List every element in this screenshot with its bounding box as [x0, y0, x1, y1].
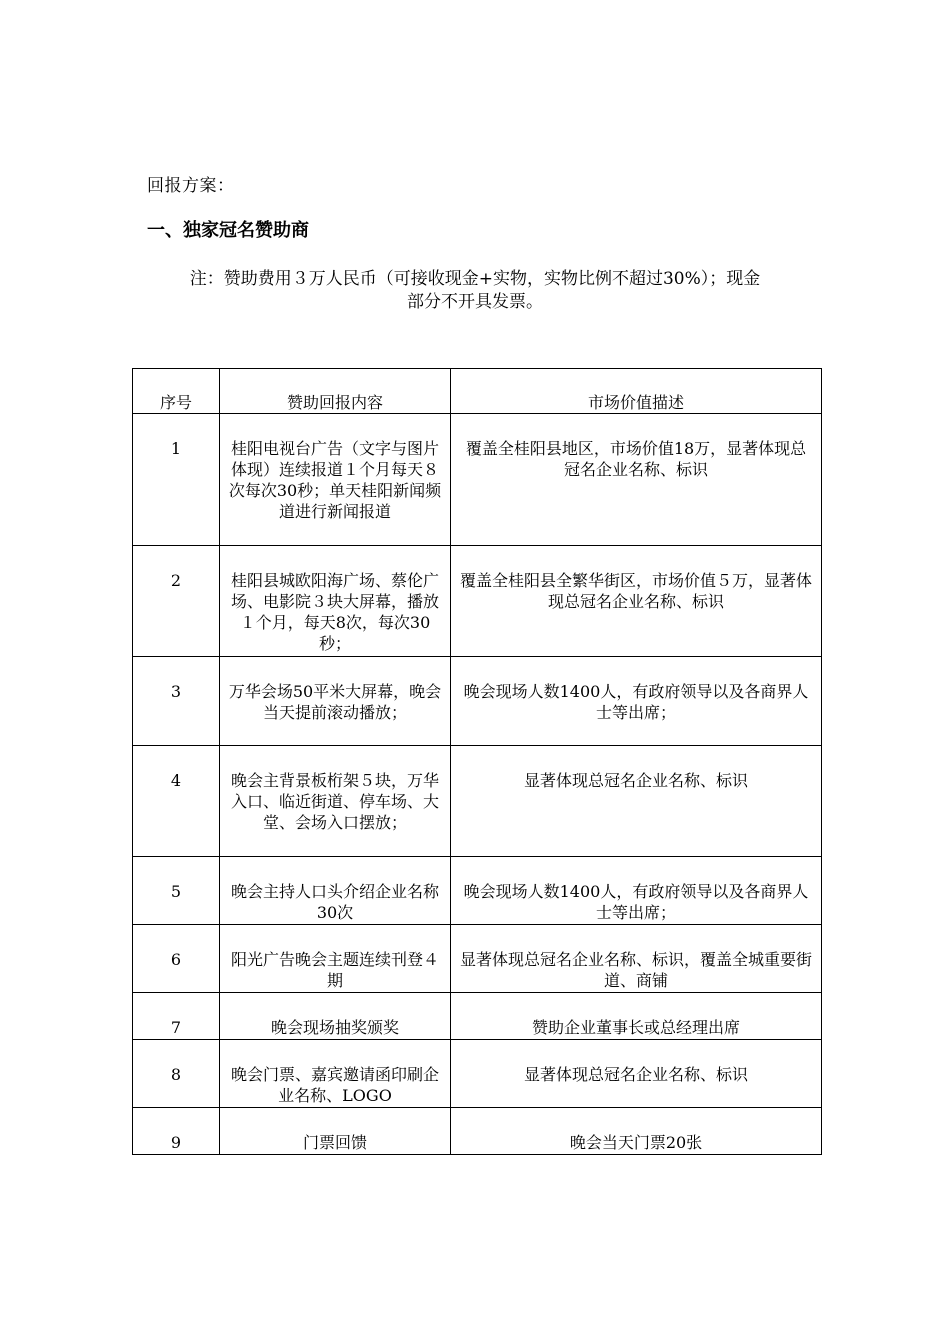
- row-content: 阳光广告晚会主题连续刊登４期: [220, 925, 451, 993]
- row-number: 6: [133, 925, 220, 993]
- row-value: 显著体现总冠名企业名称、标识，覆盖全城重要街道、商铺: [451, 925, 822, 993]
- table-row: [133, 857, 822, 925]
- table-header-row: [133, 369, 822, 414]
- row-content: 桂阳县城欧阳海广场、蔡伦广场、电影院３块大屏幕，播放１个月，每天8次，每次30秒；: [220, 546, 451, 657]
- row-number: 9: [133, 1108, 220, 1155]
- row-content: 晚会主持人口头介绍企业名称30次: [220, 857, 451, 925]
- row-content: 晚会主背景板桁架５块，万华入口、临近街道、停车场、大堂、会场入口摆放；: [220, 746, 451, 857]
- row-value: 显著体现总冠名企业名称、标识: [451, 746, 822, 857]
- sponsorship-table: [132, 368, 822, 1155]
- table-row: [133, 1040, 822, 1108]
- header-value: 市场价值描述: [451, 369, 822, 414]
- row-number: 2: [133, 546, 220, 657]
- sponsorship-note: [140, 268, 810, 314]
- table-row: [133, 546, 822, 657]
- note-line-1: 注：赞助费用３万人民币（可接收现金+实物，实物比例不超过30%）；现金: [189, 269, 761, 289]
- row-number: 4: [133, 746, 220, 857]
- row-content: 晚会现场抽奖颁奖: [220, 993, 451, 1040]
- section-heading: 一、独家冠名赞助商: [147, 220, 309, 241]
- header-number: 序号: [133, 369, 220, 414]
- row-value: 显著体现总冠名企业名称、标识: [451, 1040, 822, 1108]
- row-value: 晚会现场人数1400人，有政府领导以及各商界人士等出席；: [451, 657, 822, 746]
- intro-text: 回报方案：: [147, 176, 235, 196]
- row-value: 晚会当天门票20张: [451, 1108, 822, 1155]
- table-row: [133, 746, 822, 857]
- table-row: [133, 925, 822, 993]
- row-content: 门票回馈: [220, 1108, 451, 1155]
- row-number: 1: [133, 414, 220, 546]
- table-row: [133, 414, 822, 546]
- table-row: [133, 993, 822, 1040]
- table-row: [133, 657, 822, 746]
- header-content: 赞助回报内容: [220, 369, 451, 414]
- note-line-2: 部分不开具发票。: [407, 292, 543, 312]
- row-value: 覆盖全桂阳县地区，市场价值18万，显著体现总冠名企业名称、标识: [451, 414, 822, 546]
- row-value: 赞助企业董事长或总经理出席: [451, 993, 822, 1040]
- row-number: 5: [133, 857, 220, 925]
- row-content: 万华会场50平米大屏幕，晚会当天提前滚动播放；: [220, 657, 451, 746]
- row-number: 8: [133, 1040, 220, 1108]
- table-row: [133, 1108, 822, 1155]
- row-content: 桂阳电视台广告（文字与图片体现）连续报道１个月每天８次每次30秒；单天桂阳新闻频道进行新闻报道: [220, 414, 451, 546]
- row-value: 晚会现场人数1400人，有政府领导以及各商界人士等出席；: [451, 857, 822, 925]
- row-number: 7: [133, 993, 220, 1040]
- row-number: 3: [133, 657, 220, 746]
- row-value: 覆盖全桂阳县全繁华街区，市场价值５万，显著体现总冠名企业名称、标识: [451, 546, 822, 657]
- row-content: 晚会门票、嘉宾邀请函印刷企业名称、LOGO: [220, 1040, 451, 1108]
